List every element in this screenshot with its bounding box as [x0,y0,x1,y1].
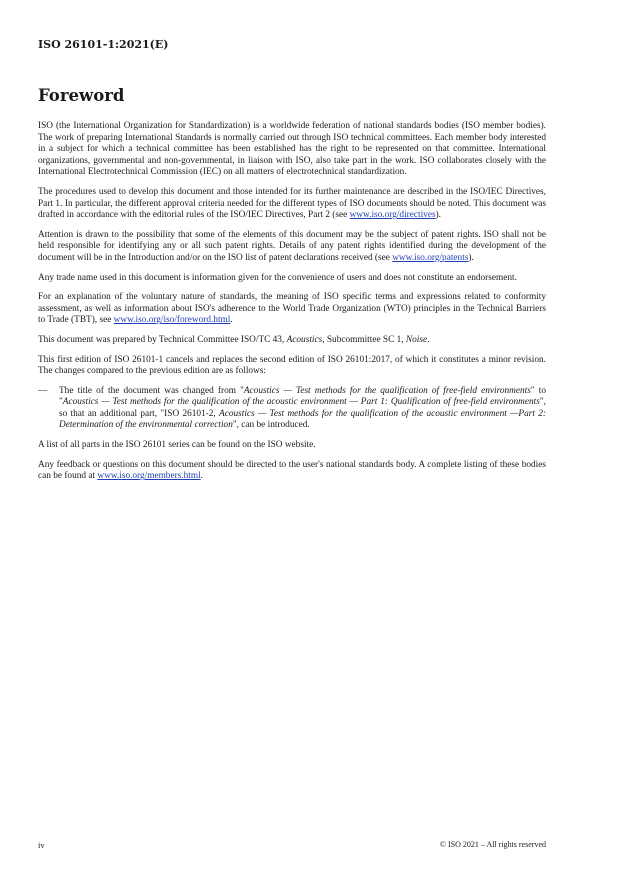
page-footer [38,840,546,850]
change-description [59,386,546,432]
paragraph-procedures-end: ). [435,210,441,221]
list-item [38,386,546,432]
page-title: Foreword [38,86,125,105]
paragraph-voluntary-nature [38,292,546,327]
paragraph-procedures-text: The procedures used to develop this document and those intended for its further maintenance are described in the ISO/IEC Directives, Part 1. In particular, the different approval criteria needed for the different types of ISO documents should be noted. This document was drafted in accordance with the editorial rules of the ISO/IEC Directives, Part 2 (see [38,186,546,221]
paragraph-iso-intro: ISO (the International Organization for Standardization) is a worldwide federation of national standards bodies (ISO member bodies). The work of preparing International Standards is normally carried out through ISO technical committees. Each member body interested in a subject for which a technical committee has been established has the right to be represented on that committee. International organizations, governmental and non-governmental, in liaison with ISO, also take part in the work. ISO collaborates closely with the International Electrotechnical Commission (IEC) on all matters of electrotechnical standardization. [38,121,546,178]
paragraph-patents [38,230,546,265]
paragraph-patents-end: ). [468,252,474,263]
document-identifier: ISO 26101-1:2021(E) [38,38,169,51]
paragraph-edition: This first edition of ISO 26101-1 cancels and replaces the second edition of ISO 26101:2017, of which it constitutes a minor revision. The changes compared to the previous edition are as follows: [38,354,546,377]
paragraph-voluntary-text: For an explanation of the voluntary nature of standards, the meaning of ISO specific terms and expressions related to conformity assessment, as well as information about ISO's adherence to the World Trade Organization (WTO) principles in the Technical Barriers to Trade (TBT), see [38,292,546,326]
change-text-4: ", can be introduced. [232,420,310,431]
directives-link[interactable]: www.iso.org/directives [349,210,436,221]
new-title: Acoustics — Test methods for the qualification of the acoustic environment — Part 1: Qualification of free-field environments [62,397,540,408]
change-text-2: " to " [59,385,546,408]
committee-text-end: . [427,334,430,345]
page-number: iv [38,840,45,850]
foreword-info-link[interactable]: www.iso.org/iso/foreword.html [113,315,231,326]
paragraph-feedback-end: . [200,471,203,482]
paragraph-feedback [38,460,546,483]
paragraph-procedures [38,187,546,222]
committee-text-mid: , Subcommittee SC 1, [322,334,406,345]
paragraph-voluntary-end: . [230,315,233,326]
old-title: Acoustics — Test methods for the qualification of free-field environments [243,385,531,396]
committee-name: Acoustics [286,334,323,345]
paragraph-feedback-text: Any feedback or questions on this document should be directed to the user's national standards body. A complete listing of these bodies can be found at [38,459,546,482]
paragraph-committee [38,335,546,347]
paragraph-patents-text: Attention is drawn to the possibility that some of the elements of this document may be the subject of patent rights. ISO shall not be held responsible for identifying any or all such patent rights. Details of any patent rights identified during the development of the document will be in the Introduction and/or on the ISO list of patent declarations received (see [38,229,546,263]
change-text-3: ", so that an additional part, "ISO 26101-2, [59,397,546,419]
patents-link[interactable]: www.iso.org/patents [392,252,469,263]
paragraph-trade-name: Any trade name used in this document is information given for the convenience of users and does not constitute an endorsement. [38,272,517,283]
change-text-1: The title of the document was changed from " [59,385,244,396]
foreword-body [38,121,546,491]
part2-title: Acoustics — Test methods for the qualification of the acoustic environment —Part 2: Determination of the environmental correction [59,408,546,431]
list-dash: — [38,385,48,396]
paragraph-parts-list: A list of all parts in the ISO 26101 series can be found on the ISO website. [38,440,316,451]
subcommittee-name: Noise [405,334,428,345]
committee-text-before: This document was prepared by Technical Committee ISO/TC 43, [38,334,287,345]
members-link[interactable]: www.iso.org/members.html [97,471,201,482]
copyright-notice: © ISO 2021 – All rights reserved [439,840,546,849]
